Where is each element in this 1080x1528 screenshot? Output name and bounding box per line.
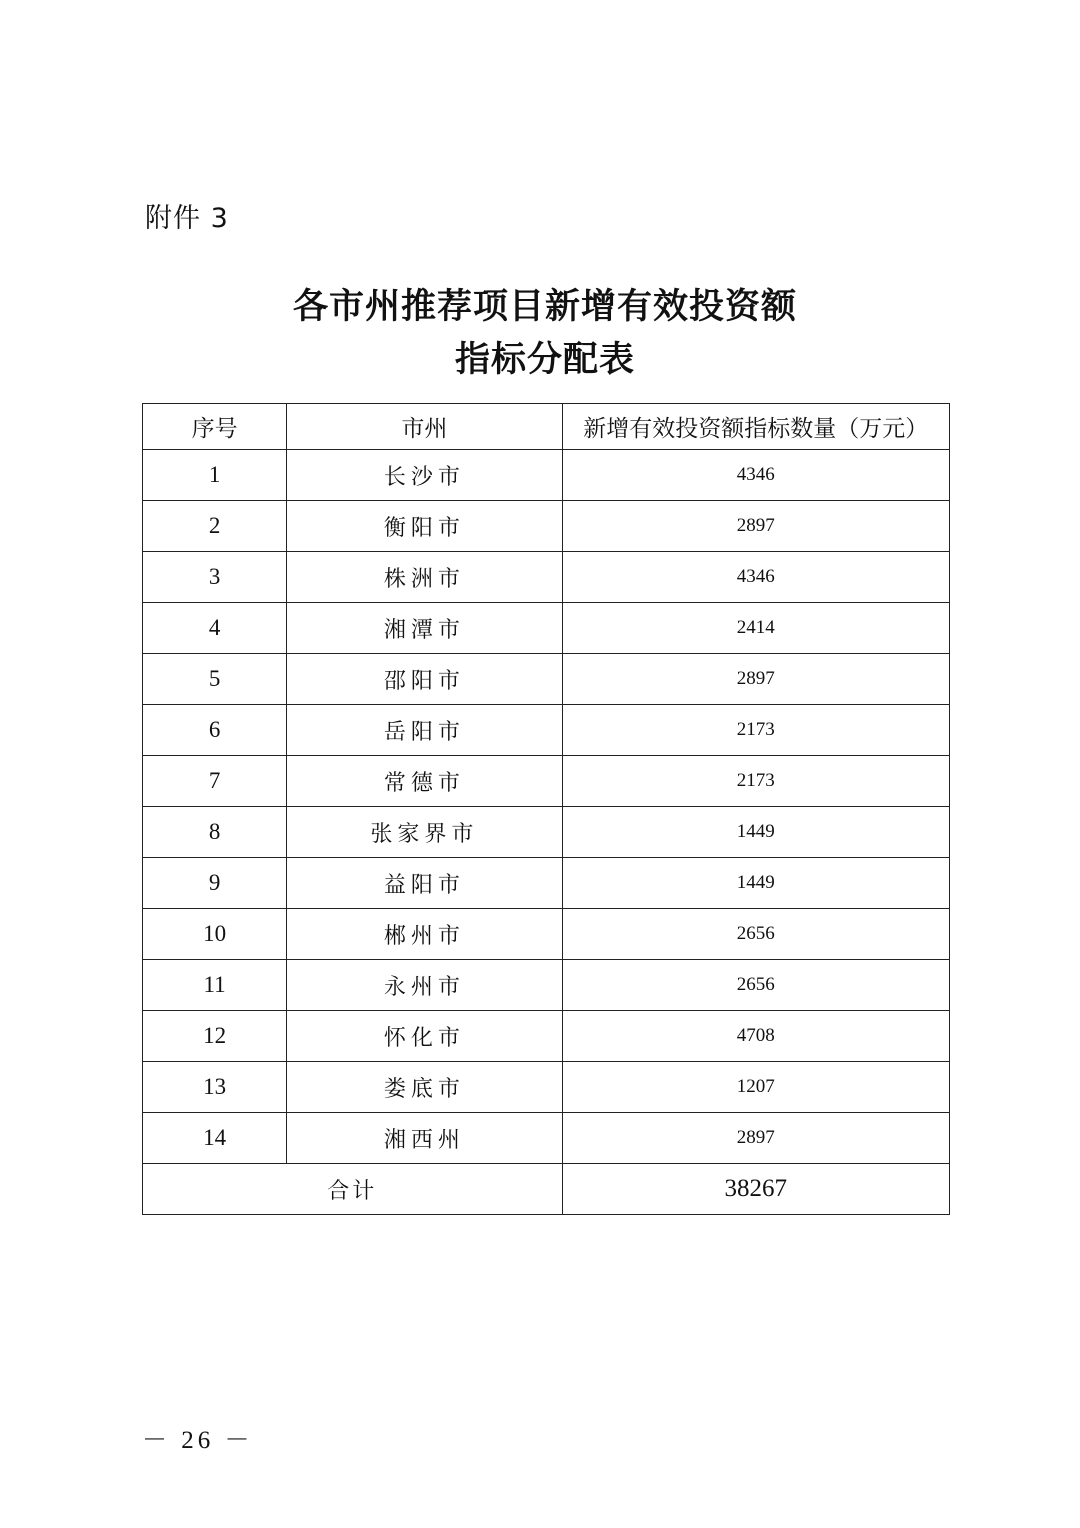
row-index: 2 [143, 501, 287, 552]
row-index: 8 [143, 807, 287, 858]
row-index: 11 [143, 960, 287, 1011]
row-index: 6 [143, 705, 287, 756]
row-index: 13 [143, 1062, 287, 1113]
allocation-table [142, 403, 950, 1215]
attachment-label: 附件 3 [145, 203, 229, 234]
row-value: 2173 [562, 705, 950, 756]
header-value: 新增有效投资额指标数量（万元） [562, 404, 950, 450]
table-row [143, 1062, 950, 1113]
table-row [143, 960, 950, 1011]
row-index: 14 [143, 1113, 287, 1164]
row-city: 湘潭市 [287, 603, 562, 654]
row-index: 5 [143, 654, 287, 705]
row-city: 邵阳市 [287, 654, 562, 705]
row-index: 1 [143, 450, 287, 501]
row-city: 张家界市 [287, 807, 562, 858]
row-city: 怀化市 [287, 1011, 562, 1062]
table-row [143, 654, 950, 705]
table-total-row [143, 1164, 950, 1215]
row-value: 2897 [562, 501, 950, 552]
table-row [143, 807, 950, 858]
row-index: 12 [143, 1011, 287, 1062]
header-city: 市州 [287, 404, 562, 450]
table-row [143, 450, 950, 501]
table-row [143, 552, 950, 603]
document-title-line-1: 各市州推荐项目新增有效投资额 [292, 286, 797, 327]
row-value: 4346 [562, 450, 950, 501]
row-value: 1449 [562, 858, 950, 909]
row-city: 永州市 [287, 960, 562, 1011]
table-row [143, 756, 950, 807]
row-value: 4708 [562, 1011, 950, 1062]
row-value: 2897 [562, 654, 950, 705]
table-header-row [143, 404, 950, 450]
total-value: 38267 [562, 1164, 950, 1215]
row-city: 衡阳市 [287, 501, 562, 552]
row-city: 常德市 [287, 756, 562, 807]
header-index: 序号 [143, 404, 287, 450]
table-row [143, 603, 950, 654]
row-index: 10 [143, 909, 287, 960]
table-row [143, 705, 950, 756]
row-city: 娄底市 [287, 1062, 562, 1113]
row-value: 2656 [562, 909, 950, 960]
row-value: 2656 [562, 960, 950, 1011]
row-value: 2173 [562, 756, 950, 807]
row-value: 1449 [562, 807, 950, 858]
row-city: 岳阳市 [287, 705, 562, 756]
row-city: 株洲市 [287, 552, 562, 603]
row-city: 湘西州 [287, 1113, 562, 1164]
row-value: 4346 [562, 552, 950, 603]
row-city: 郴州市 [287, 909, 562, 960]
table-row [143, 909, 950, 960]
row-value: 1207 [562, 1062, 950, 1113]
document-title-line-2: 指标分配表 [454, 339, 635, 380]
row-index: 7 [143, 756, 287, 807]
table-row [143, 858, 950, 909]
row-index: 3 [143, 552, 287, 603]
table-row [143, 501, 950, 552]
row-value: 2414 [562, 603, 950, 654]
row-index: 9 [143, 858, 287, 909]
row-value: 2897 [562, 1113, 950, 1164]
total-label: 合计 [143, 1164, 563, 1215]
table-row [143, 1113, 950, 1164]
row-index: 4 [143, 603, 287, 654]
table-row [143, 1011, 950, 1062]
row-city: 长沙市 [287, 450, 562, 501]
page-number: － 26 － [142, 1427, 254, 1454]
row-city: 益阳市 [287, 858, 562, 909]
